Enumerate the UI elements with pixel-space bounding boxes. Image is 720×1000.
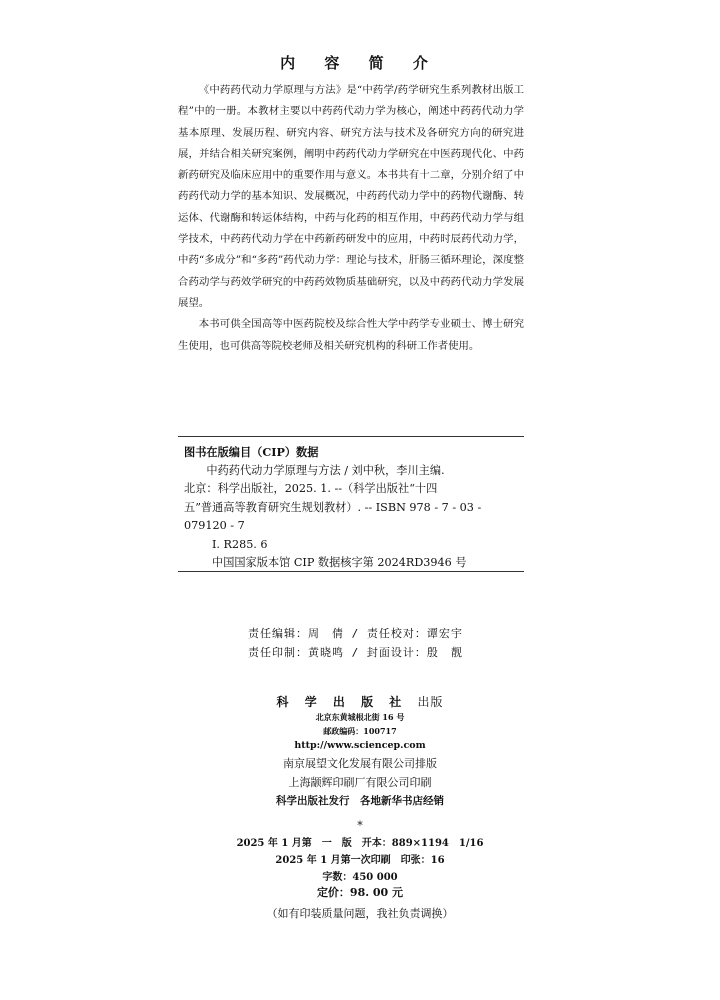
publisher-block bbox=[0, 693, 720, 835]
distribution-credit: 科学出版社发行 各地新华书店经销 bbox=[276, 795, 444, 807]
printing-credit: 上海颛辉印刷厂有限公司印刷 bbox=[288, 776, 432, 789]
cip-top-rule bbox=[178, 436, 524, 437]
cip-record-number: 中国国家版本馆 CIP 数据核字第 2024RD3946 号 bbox=[212, 556, 467, 569]
price: 定价：98. 00 元 bbox=[316, 886, 404, 899]
intro-paragraph-1: 《中药药代动力学原理与方法》是“中药学/药学研究生系列教材出版工程”中的一册。本教材主要以中药药代动力学为核心，阐述中药药代动力学基本原理、发展历程、研究内容、研究方法与技术及各研究方向的研究进展，并结合相关研究案例，阐明中药药代动力学研究在中医药现代化、中药新药研究及临床应用中的重要作用与意义。本书共有十二章，分别介绍了中药药代动力学的基本知识、发展概况，中药药代动力学中的药物代谢酶、转运体、代谢酶和转运体结构，中药与化药的相互作用，中药药代动力学与组学技术，中药药代动力学在中药新药研发中的应用，中药时辰药代动力学，中药“多成分”和“多药”药代动力学：理论与技术，肝肠三循环理论，深度整合药动学与药效学研究的中药药效物质基础研究，以及中药药代动力学发展展望。 bbox=[178, 84, 524, 309]
cip-series-line: 五”普通高等教育研究生规划教材）. -- ISBN 978 - 7 - 03 - bbox=[184, 500, 482, 514]
page-title: 内 容 简 介 bbox=[280, 54, 440, 72]
introduction bbox=[178, 80, 524, 357]
editorial-credits bbox=[248, 625, 463, 662]
word-count: 字数：450 000 bbox=[322, 872, 398, 883]
publisher-url: http://www.sciencep.com bbox=[294, 740, 426, 751]
quality-note: （如有印装质量问题，我社负责调换） bbox=[266, 907, 454, 920]
cip-heading: 图书在版编目（CIP）数据 bbox=[184, 445, 319, 459]
intro-paragraph-2: 本书可供全国高等中医药院校及综合性大学中药学专业硕士、博士研究生使用，也可供高等院校老师及相关研究机构的科研工作者使用。 bbox=[178, 318, 524, 352]
cip-bottom-rule bbox=[178, 571, 524, 572]
printing-line: 2025 年 1 月第一次印刷 印张：16 bbox=[275, 855, 445, 866]
cip-publication-line: 北京：科学出版社，2025. 1. --（科学出版社“十四 bbox=[184, 482, 438, 495]
publisher-postcode: 邮政编码：100717 bbox=[323, 725, 397, 736]
editors-line-1: 责任编辑：周 倩 / 责任校对：谭宏宇 bbox=[248, 627, 463, 640]
typesetting-credit: 南京展望文化发展有限公司排版 bbox=[283, 757, 437, 770]
cip-data-block bbox=[184, 443, 520, 573]
publisher-name-line bbox=[0, 693, 720, 711]
cip-title-line: 中药药代动力学原理与方法 / 刘中秋，李川主编. bbox=[206, 463, 445, 477]
editors-line-2: 责任印制：黄晓鸣 / 封面设计：殷 靓 bbox=[248, 645, 463, 659]
cip-classification: Ⅰ. R285. 6 bbox=[212, 537, 268, 551]
publisher-suffix: 出版 bbox=[417, 695, 444, 709]
publisher-address: 北京东黄城根北街 16 号 bbox=[315, 712, 405, 722]
edition-specs bbox=[0, 835, 720, 886]
cip-isbn-line: 079120 - 7 bbox=[184, 519, 245, 532]
edition-line: 2025 年 1 月第 一 版 开本：889×1194 1/16 bbox=[236, 838, 484, 849]
separator-star: * bbox=[357, 819, 363, 832]
publisher-name: 科 学 出 版 社 bbox=[276, 695, 408, 709]
